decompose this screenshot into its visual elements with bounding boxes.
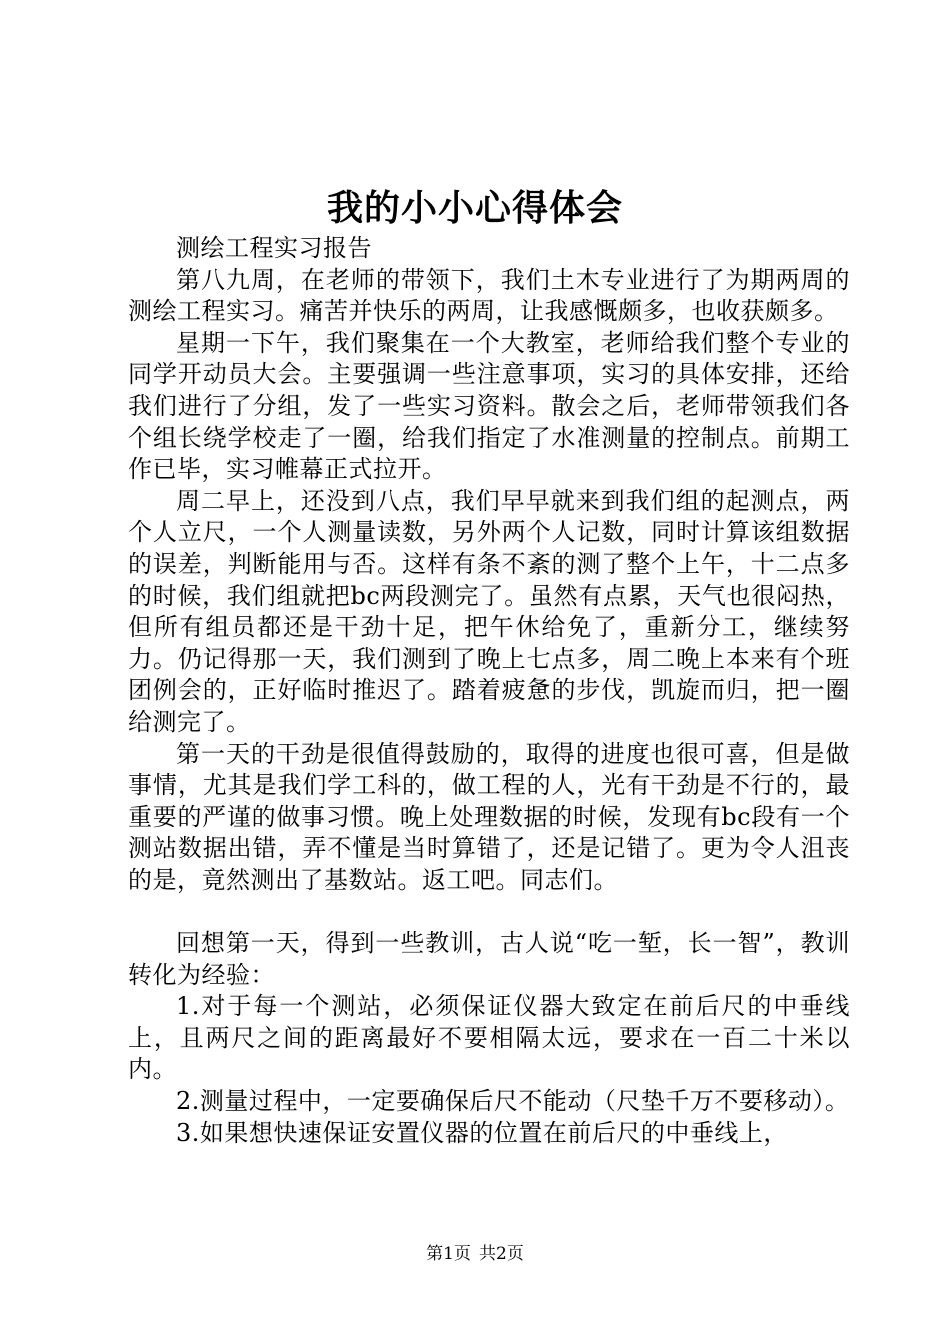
paragraph-subtitle: 测绘工程实习报告 <box>176 234 372 262</box>
paragraph: 星期一下午，我们聚集在一个大教室，老师给我们整个专业的同学开动员大会。主要强调一些注意事项，实习的具体安排，还给我们进行了分组，发了一些实习资料。散会之后，老师带领我们各个组长绕学校走了一圈，给我们指定了水准测量的控制点。前期工作已毕，实习帷幕正式拉开。 <box>128 328 850 484</box>
page-number: 第1页 <box>426 1244 471 1264</box>
document-body <box>128 233 850 1149</box>
list-item: 1.对于每一个测站，必须保证仪器大致定在前后尺的中垂线上，且两尺之间的距离最好不要相隔太远，要求在一百二十米以内。 <box>128 992 850 1084</box>
paragraph: 第八九周，在老师的带领下，我们土木专业进行了为期两周的测绘工程实习。痛苦并快乐的两周，让我感慨颇多，也收获颇多。 <box>128 265 850 326</box>
document-title: 我的小小心得体会 <box>326 187 623 229</box>
list-item: 2.测量过程中，一定要确保后尺不能动（尺垫千万不要移动）。 <box>176 1087 850 1116</box>
page-total: 共2页 <box>479 1244 524 1264</box>
paragraph: 第一天的干劲是很值得鼓励的，取得的进度也很可喜，但是做事情，尤其是我们学工科的，做工程的人，光有干劲是不行的，最重要的严谨的做事习惯。晚上处理数据的时候，发现有bc段有一个测站数据出错，弄不懂是当时算错了，还是记错了。更为令人沮丧的是，竟然测出了基数站。返工吧。同志们。 <box>128 739 850 894</box>
list-item: 3.如果想快速保证安置仪器的位置在前后尺的中垂线上， <box>176 1118 788 1147</box>
paragraph: 周二早上，还没到八点，我们早早就来到我们组的起测点，两个人立尺，一个人测量读数，另外两个人记数，同时计算该组数据的误差，判断能用与否。这样有条不紊的测了整个上午，十二点多的时候，我们组就把bc两段测完了。虽然有点累，天气也很闷热，但所有组员都还是干劲十足，把午休给免了，重新分工，继续努力。仍记得那一天，我们测到了晚上七点多，周二晚上本来有个班团例会的，正好临时推迟了。踏着疲惫的步伐，凯旋而归，把一圈给测完了。 <box>128 486 850 736</box>
page-footer <box>0 1242 950 1266</box>
paragraph: 回想第一天，得到一些教训，古人说“吃一堑，长一智”，教训转化为经验： <box>128 929 850 989</box>
